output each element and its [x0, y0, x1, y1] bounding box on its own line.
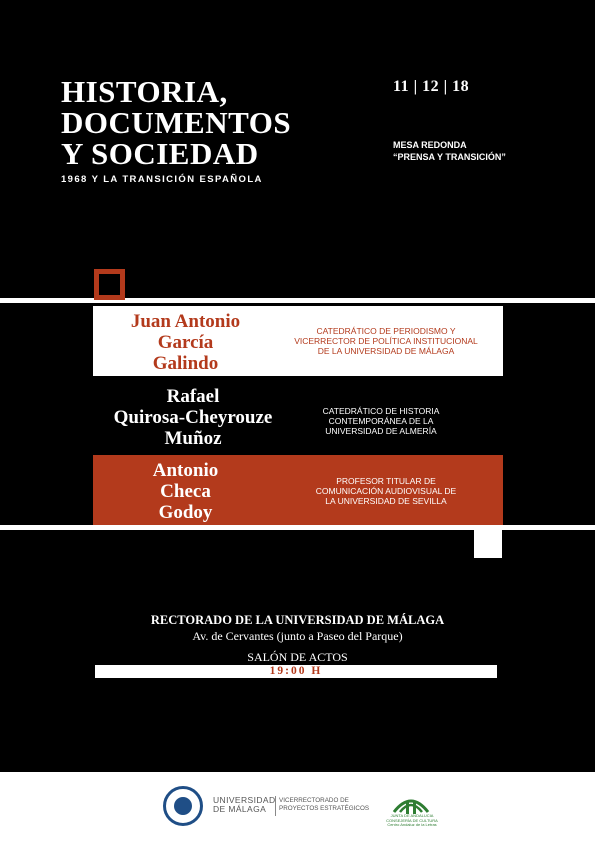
- venue-room: SALÓN DE ACTOS: [247, 650, 348, 664]
- speaker-role-line: CATEDRÁTICO DE PERIODISMO Y: [316, 326, 456, 336]
- uma-seal-icon: [163, 786, 203, 826]
- event-time: 19:00 H: [95, 665, 497, 678]
- speaker-band-3: [93, 455, 503, 525]
- junta-caption-line: JUNTA DE ANDALUCIA: [390, 813, 434, 818]
- speaker-name-line: Rafael: [166, 386, 220, 407]
- speaker-role-line: CONTEMPORÁNEA DE LA: [328, 416, 434, 426]
- speaker-name-line: Checa: [160, 481, 211, 502]
- speaker-role-line: COMUNICACIÓN AUDIOVISUAL DE: [315, 486, 457, 496]
- speaker-band-2: [93, 382, 503, 452]
- event-date: 11 | 12 | 18: [393, 78, 470, 95]
- uma-seal-center: [174, 797, 192, 815]
- speaker-name-line: García: [157, 332, 214, 353]
- speaker-name-line: Quirosa-Cheyrouze: [113, 407, 273, 428]
- speaker-role-line: VICERRECTOR DE POLÍTICA INSTITUCIONAL: [294, 336, 478, 346]
- speaker-name-line: Galindo: [152, 353, 219, 374]
- speaker-band-1: [93, 306, 503, 376]
- speaker-name-line: Antonio: [152, 460, 219, 481]
- speaker-role-line: LA UNIVERSIDAD DE SEVILLA: [325, 496, 447, 506]
- round-table-title: “PRENSA Y TRANSICIÓN”: [393, 152, 506, 162]
- title-line: Y SOCIEDAD: [61, 136, 259, 171]
- speaker-role-line: UNIVERSIDAD DE ALMERÍA: [325, 426, 437, 436]
- university-name-line: UNIVERSIDAD: [213, 795, 276, 805]
- vicerrectorado-line: VICERRECTORADO DE: [279, 797, 349, 804]
- speaker-name-line: Godoy: [158, 502, 213, 523]
- title-line: HISTORIA,: [61, 74, 228, 109]
- divider-line-top: [0, 298, 595, 303]
- vicerrectorado-name: [279, 797, 369, 812]
- footer-logos: [0, 772, 595, 842]
- speaker-role: [311, 406, 451, 436]
- speaker-role-line: CATEDRÁTICO DE HISTORIA: [322, 406, 440, 416]
- speaker-role-line: PROFESOR TITULAR DE: [336, 476, 436, 486]
- event-title: [61, 76, 341, 169]
- decorative-square-filled: [474, 530, 502, 558]
- speaker-name: [93, 311, 278, 374]
- junta-caption-line: CONSEJERÍA DE CULTURA: [386, 817, 438, 823]
- footer-divider: [275, 796, 276, 816]
- speaker-role: [286, 326, 486, 356]
- university-name: [213, 796, 276, 814]
- speaker-name-line: Juan Antonio: [130, 311, 241, 332]
- event-subtitle: 1968 Y LA TRANSICIÓN ESPAÑOLA: [61, 174, 263, 185]
- university-name-line: DE MÁLAGA: [213, 804, 267, 814]
- speaker-role-line: DE LA UNIVERSIDAD DE MÁLAGA: [317, 346, 455, 356]
- event-type-block: [393, 139, 506, 163]
- decorative-square-outline: [94, 269, 125, 300]
- speaker-name: [93, 386, 293, 449]
- event-type: MESA REDONDA: [393, 140, 467, 150]
- speaker-name-line: Muñoz: [164, 428, 222, 449]
- divider-line-bottom: [0, 525, 595, 530]
- venue-address: Av. de Cervantes (junto a Paseo del Parque): [192, 629, 403, 643]
- vicerrectorado-line: PROYECTOS ESTRATÉGICOS: [279, 804, 370, 812]
- venue-name: RECTORADO DE LA UNIVERSIDAD DE MÁLAGA: [150, 613, 445, 627]
- speaker-name: [93, 460, 278, 523]
- speaker-role: [296, 476, 476, 506]
- junta-caption: [384, 814, 440, 828]
- junta-caption-line: Centro Andaluz de la Letras: [387, 822, 437, 827]
- title-line: DOCUMENTOS: [61, 105, 292, 140]
